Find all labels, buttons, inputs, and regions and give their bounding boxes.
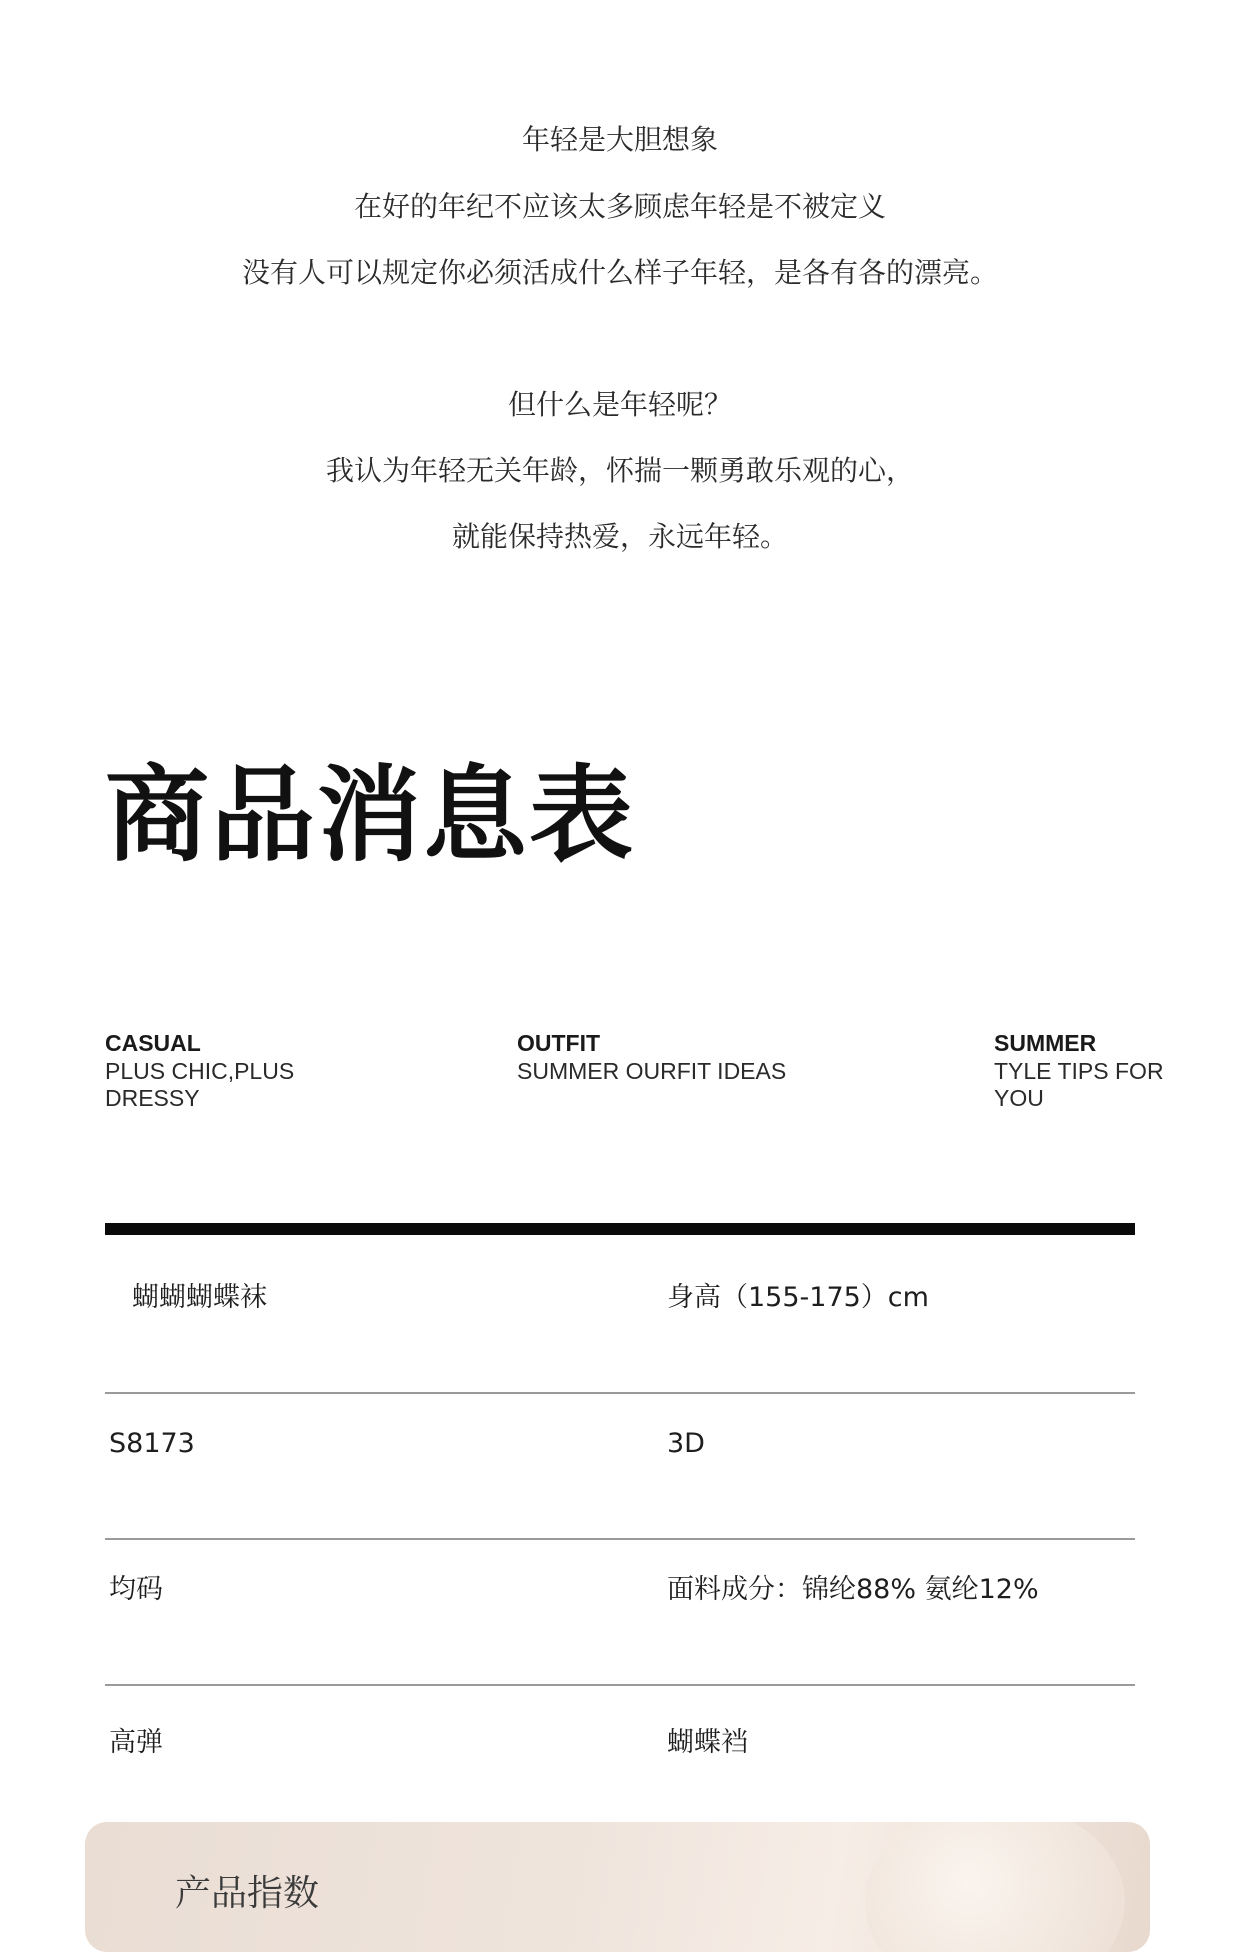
table-cell-right: 面料成分：锦纶88% 氨纶12% [667, 1574, 1039, 1605]
tag-heading: SUMMER [994, 1030, 1097, 1056]
tag-sub-line: TYLE TIPS FOR [994, 1058, 1164, 1084]
table-cell-left: 高弹 [109, 1727, 163, 1758]
intro-line-6: 就能保持热爱，永远年轻。 [451, 520, 788, 553]
table-cell-left: 蝴蝴蝴蝶袜 [132, 1282, 267, 1313]
tag-heading: CASUAL [105, 1030, 201, 1056]
tag-casual [105, 1028, 294, 1112]
intro-line-3: 没有人可以规定你必须活成什么样子年轻，是各有各的漂亮。 [241, 256, 998, 289]
card-title: 产品指数 [175, 1873, 320, 1914]
tag-sub-line: DRESSY [105, 1085, 200, 1111]
table-cell-right: 蝴蝶裆 [667, 1727, 748, 1758]
tag-sub-line: PLUS CHIC,PLUS [105, 1058, 295, 1084]
table-top-rule [105, 1223, 1135, 1235]
table-cell-left: S8173 [109, 1428, 195, 1459]
table-row-divider [105, 1392, 1135, 1394]
intro-line-5: 我认为年轻无关年龄，怀揣一颗勇敢乐观的心， [325, 454, 914, 487]
table-cell-left: 均码 [109, 1574, 163, 1605]
product-index-card [85, 1822, 1150, 1952]
table-cell-right: 3D [667, 1428, 705, 1459]
card-decoration [865, 1822, 1125, 1952]
table-cell-right: 身高（155-175）cm [667, 1282, 929, 1313]
tag-sub-line: SUMMER OURFIT IDEAS [517, 1058, 787, 1084]
table-row-divider [105, 1538, 1135, 1540]
tag-heading: OUTFIT [517, 1030, 601, 1056]
intro-line-2: 在好的年纪不应该太多顾虑年轻是不被定义 [353, 190, 886, 223]
tag-outfit [517, 1028, 786, 1085]
table-row-divider [105, 1684, 1135, 1686]
intro-line-1: 年轻是大胆想象 [521, 123, 718, 156]
tag-sub-line: YOU [994, 1085, 1044, 1111]
section-title: 商品消息表 [105, 754, 636, 876]
intro-line-4: 但什么是年轻呢？ [507, 388, 732, 421]
tag-summer [994, 1028, 1164, 1112]
